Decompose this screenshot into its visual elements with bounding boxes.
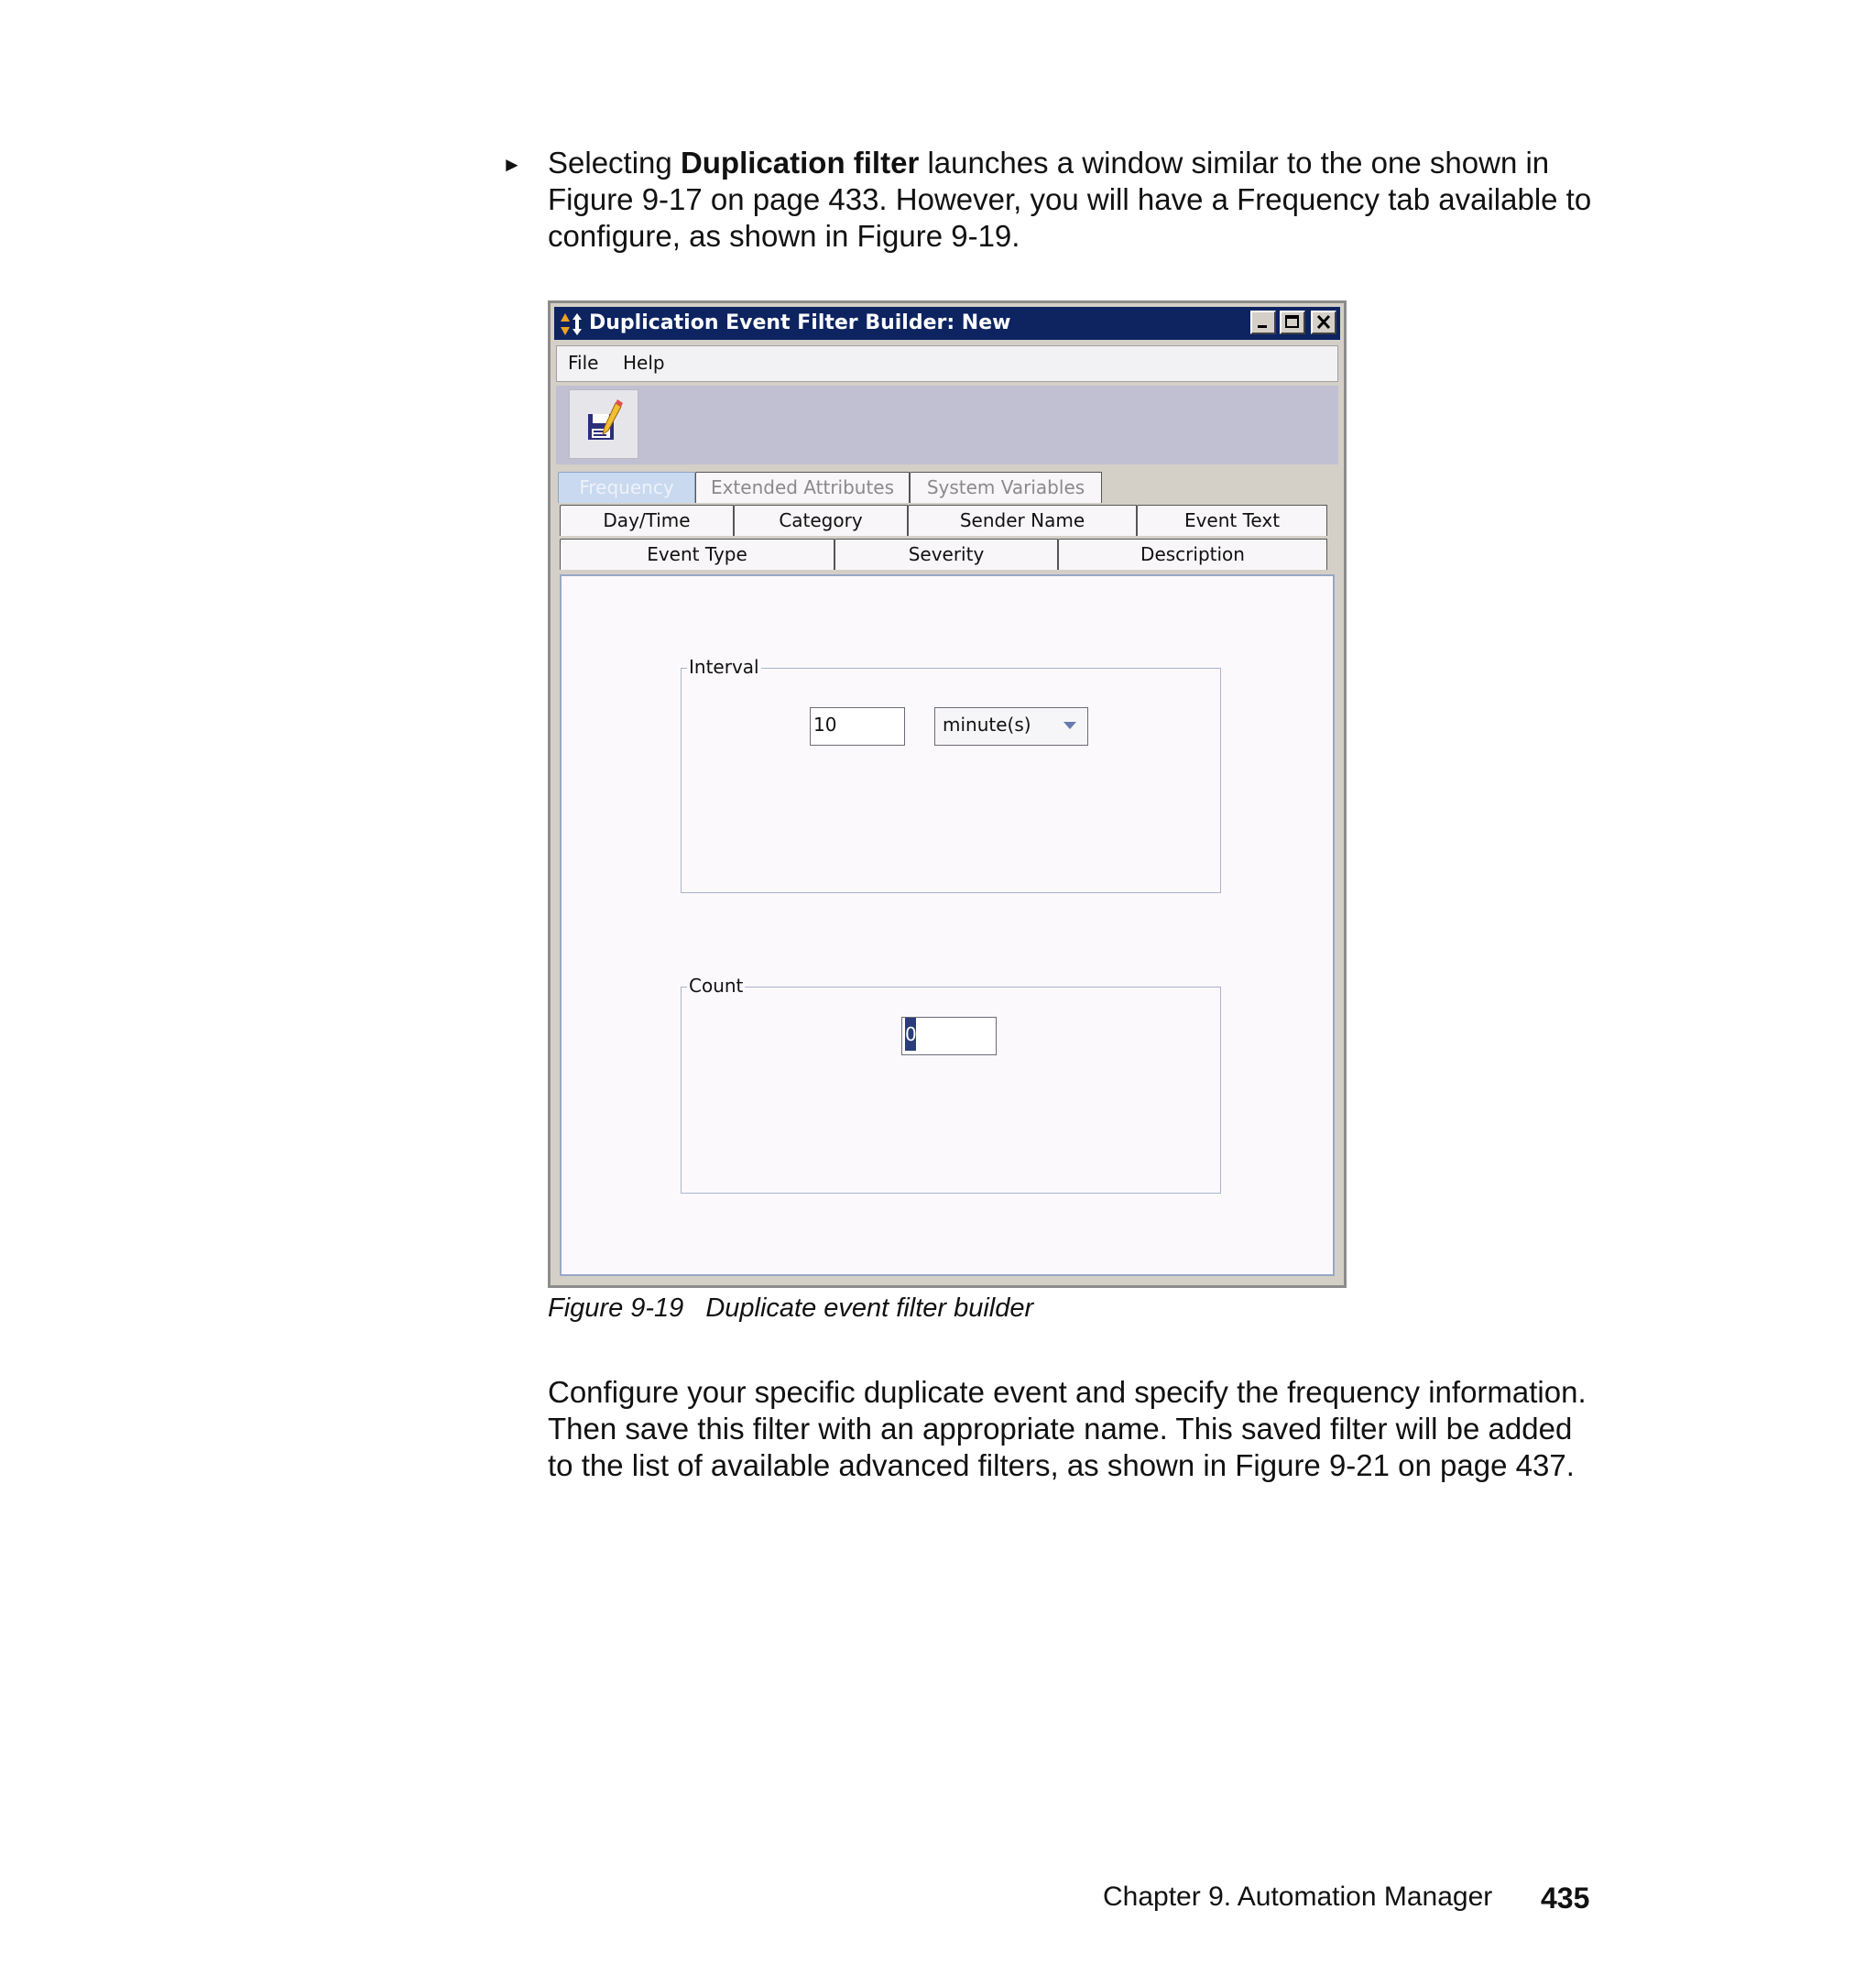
intro-paragraph (548, 145, 1647, 255)
app-icon (558, 311, 585, 338)
interval-unit-value: minute(s) (943, 714, 1031, 736)
menu-help[interactable]: Help (623, 352, 665, 374)
dropdown-arrow-icon (1063, 722, 1076, 729)
figure-title: Duplicate event filter builder (705, 1293, 1034, 1323)
intro-bold-term: Duplication filter (680, 146, 920, 180)
frequency-panel (560, 574, 1335, 1276)
window-title: Duplication Event Filter Builder: New (589, 311, 1011, 334)
body-line-1: Configure your specific duplicate event and specify the frequency information. (548, 1375, 1587, 1409)
count-group (681, 975, 1221, 1194)
interval-value-input[interactable]: 10 (810, 707, 905, 746)
menu-file[interactable]: File (568, 352, 599, 374)
tab-frequency[interactable]: Frequency (558, 472, 695, 503)
tab-description[interactable]: Description (1058, 539, 1327, 570)
intro-text-before: Selecting (548, 146, 681, 180)
count-label: Count (689, 975, 744, 997)
tab-strip (558, 472, 1336, 573)
intro-line-3: configure, as shown in Figure 9-19. (548, 219, 1020, 253)
intro-line-2: Figure 9-17 on page 433. However, you will have a Frequency tab available to (548, 182, 1592, 216)
interval-group (681, 656, 1221, 893)
body-line-2: Then save this filter with an appropriate name. This saved filter will be added (548, 1412, 1573, 1446)
tab-day-time[interactable]: Day/Time (560, 505, 734, 536)
close-icon (1313, 312, 1335, 333)
tab-extended-attributes[interactable]: Extended Attributes (695, 472, 910, 503)
tab-sender-name[interactable]: Sender Name (908, 505, 1137, 536)
page-number: 435 (1541, 1882, 1590, 1915)
intro-text-after: launches a window similar to the one shown in (919, 146, 1550, 180)
interval-unit-select[interactable] (934, 707, 1088, 746)
body-line-3: to the list of available advanced filters, as shown in Figure 9-21 on page 437. (548, 1448, 1575, 1482)
save-edit-icon (570, 390, 638, 458)
filter-builder-window (548, 300, 1347, 1288)
minimize-button[interactable] (1250, 311, 1276, 334)
maximize-icon (1282, 312, 1303, 333)
save-button[interactable] (569, 389, 638, 459)
count-value-selected: 0 (905, 1018, 916, 1051)
footer-chapter: Chapter 9. Automation Manager (1103, 1882, 1493, 1912)
minimize-icon (1252, 312, 1274, 333)
tab-event-type[interactable]: Event Type (560, 539, 834, 570)
body-paragraph (548, 1374, 1647, 1484)
tab-category[interactable]: Category (734, 505, 908, 536)
figure-number: Figure 9-19 (548, 1293, 684, 1323)
tab-severity[interactable]: Severity (834, 539, 1058, 570)
tab-system-variables[interactable]: System Variables (910, 472, 1102, 503)
close-button[interactable] (1311, 311, 1336, 334)
menu-bar (556, 345, 1338, 382)
maximize-button[interactable] (1280, 311, 1305, 334)
count-value-input[interactable] (901, 1017, 997, 1055)
tab-event-text[interactable]: Event Text (1137, 505, 1327, 536)
interval-label: Interval (689, 656, 759, 678)
figure-caption (548, 1293, 1033, 1324)
toolbar (556, 386, 1338, 464)
title-bar[interactable] (554, 307, 1340, 340)
bullet-marker: ► (502, 153, 522, 176)
